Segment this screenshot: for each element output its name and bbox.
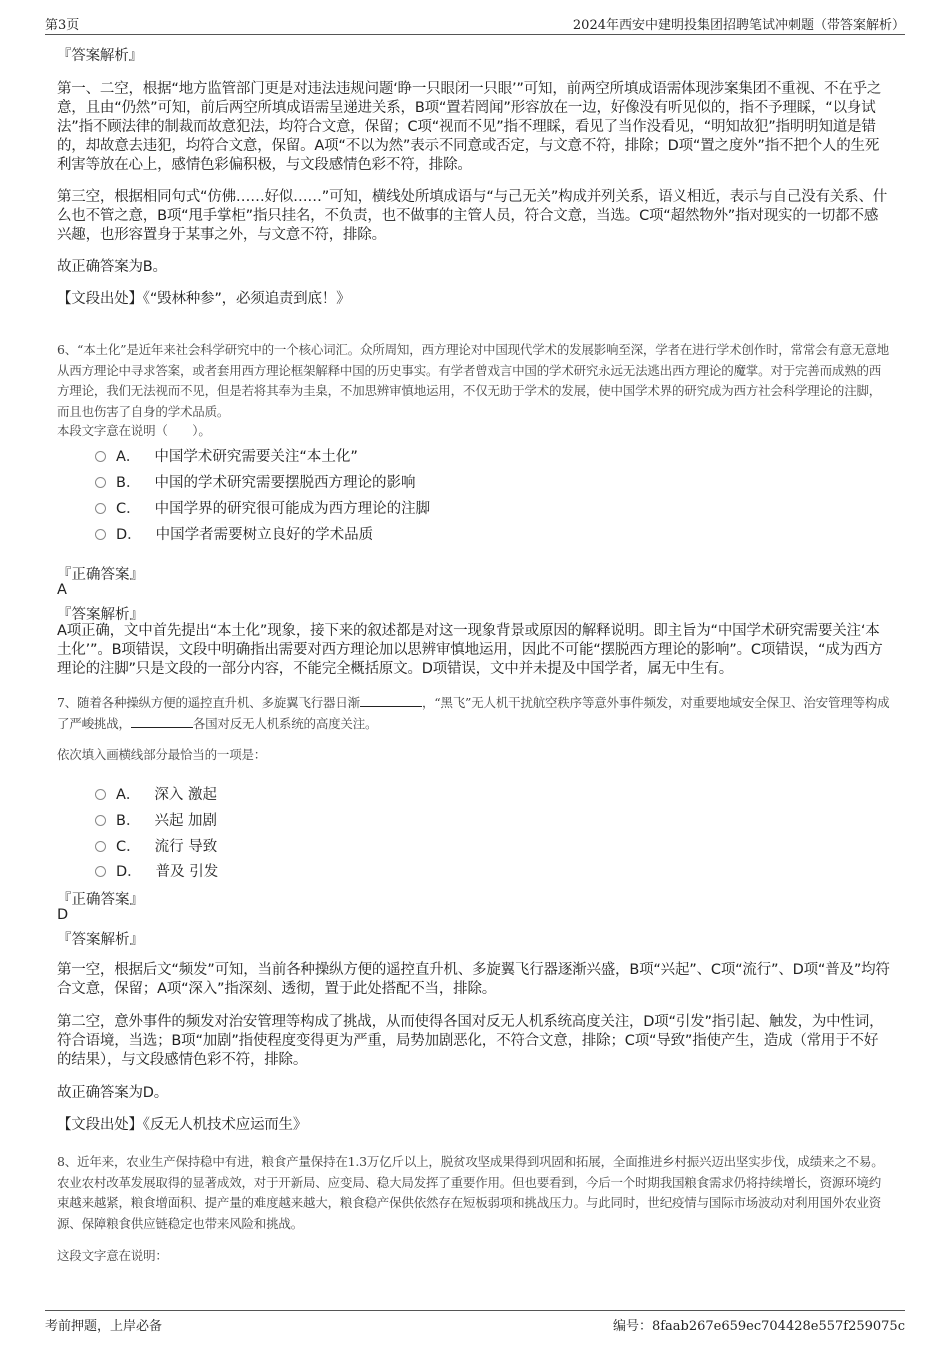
q6-answer-label: 『正确答案』 [57,567,144,583]
q6-analysis-label: 『答案解析』 [57,607,144,623]
radio-icon[interactable] [95,815,106,826]
q6-option-c[interactable]: C． 中国学界的研究很可能成为西方理论的注脚 [95,497,430,518]
q7-option-c[interactable]: C． 流行 导致 [95,835,217,856]
q6-passage: 6、“本土化”是近年来社会科学研究中的一个核心词汇。众所周知，西方理论对中国现代学术的发展影响至深，学者在进行学术创作时，常常会有意无意地从西方理论中寻求答案，或者套用西方理论框架解释中国的历史事实。有学者曾戏言中国的学术研究永远无法逃出西方理论的魔掌。对于完善而成熟的西方理论，我们无法视而不见，但是若将其奉为圭臬，不加思辨审慎地运用，不仅无助于学术的发展，使中国学术界的研究成为西方社会科学理论的注脚，而且也伤害了自身的学术品质。 [57,342,889,419]
radio-icon[interactable] [95,789,106,800]
radio-icon[interactable] [95,503,106,514]
q6-analysis: A项正确，文中首先提出“本土化”现象，接下来的叙述都是对这一现象背景或原因的解释说明。即主旨为“中国学术研究需要关注‘本土化’”。B项错误，文段中明确指出需要对西方理论加以思辨审慎地运用，因此不可能“摆脱西方理论的影响”。C项错误，“成为西方理论的注脚”只是文段的一部分内容，不能完全概括原文。D项错误，文中并未提及中国学者，属无中生有。 [57,623,883,677]
q8-stem: 这段文字意在说明： [57,1248,168,1263]
q7-conclusion: 故正确答案为D。 [57,1085,169,1101]
q7-analysis-paragraph-1: 第一空，根据后文“频发”可知，当前各种操纵方便的遥控直升机、多旋翼飞行器逐渐兴盛，B项“兴起”、C项“流行”、D项“普及”均符合文意，保留；A项“深入”指深刻、透彻，置于此处搭配不当，排除。 [57,962,890,997]
q5-source: 【文段出处】《“毁林种参”，必须追责到底！》 [57,291,351,307]
q8-passage: 8、近年来，农业生产保持稳中有进，粮食产量保持在1.3万亿斤以上，脱贫攻坚成果得到巩固和拓展，全面推进乡村振兴迈出坚实步伐，成绩来之不易。农业农村改革发展取得的显著成效，对于开新局、应变局、稳大局发挥了重要作用。但也要看到，今后一个时期我国粮食需求仍将持续增长，资源环境约束越来越紧，粮食增面积、提产量的难度越来越大，粮食稳产保供依然存在短板弱项和挑战压力。与此同时，世纪疫情与国际市场波动对利用国外农业资源、保障粮食供应链稳定也带来风险和挑战。 [57,1154,884,1231]
q5-analysis-label: 『答案解析』 [57,48,143,64]
footer-slogan: 考前押题，上岸必备 [45,1319,163,1334]
radio-icon[interactable] [95,477,106,488]
q6-option-d[interactable]: D． 中国学者需要树立良好的学术品质 [95,523,373,544]
q7-source: 【文段出处】《反无人机技术应运而生》 [57,1117,308,1133]
q7-passage: 7、随着各种操纵方便的遥控直升机、多旋翼飞行器日渐 ，“黑飞”无人机干扰航空秩序等意外事件频发，对重要地域安全保卫、治安管理等构成了严峻挑战， 各国对反无人机系统的高度关注。 [57,695,890,731]
q7-option-b[interactable]: B． 兴起 加剧 [95,809,217,830]
q7-analysis-label: 『答案解析』 [57,932,144,948]
q7-option-a[interactable]: A． 深入 激起 [95,783,217,804]
q6-option-b[interactable]: B． 中国的学术研究需要摆脱西方理论的影响 [95,471,415,492]
q7-stem: 依次填入画横线部分最恰当的一项是： [57,747,267,762]
radio-icon[interactable] [95,866,106,877]
document-title: 2024年西安中建明投集团招聘笔试冲刺题（带答案解析） [572,18,905,33]
page-number: 第3页 [45,18,80,33]
q7-answer-label: 『正确答案』 [57,892,144,908]
page-header [45,12,905,35]
radio-icon[interactable] [95,451,106,462]
q7-option-d[interactable]: D． 普及 引发 [95,860,218,881]
page-footer [45,1310,905,1335]
blank-2 [131,715,193,728]
q6-option-a[interactable]: A． 中国学术研究需要关注“本土化” [95,445,358,466]
q5-analysis-paragraph-1: 第一、二空，根据“地方监管部门更是对违法违规问题‘睁一只眼闭一只眼’”可知，前两空所填成语需体现涉案集团不重视、不在乎之意，且由“仍然”可知，前后两空所填成语需呈递进关系，B项“置若罔闻”形容放在一边，好像没有听见似的，指不予理睬，“以身试法”指不顾法律的制裁而故意犯法，均符合文意，保留；C项“视而不见”指不理睬，看见了当作没看见，“明知故犯”指明明知道是错的，却故意去违犯，均符合文意，保留。A项“不以为然”表示不同意或否定，与文意不符，排除；D项“置之度外”指不把个人的生死利害等放在心上，感情色彩偏积极，与文段感情色彩不符，排除。 [57,81,882,173]
q7-answer: D [57,907,69,923]
radio-icon[interactable] [95,841,106,852]
radio-icon[interactable] [95,529,106,540]
q5-analysis-paragraph-2: 第三空，根据相同句式“仿佛……好似……”可知，横线处所填成语与“与己无关”构成并列关系，语义相近，表示与自己没有关系、什么也不管之意，B项“甩手掌柜”指只挂名，不负责，也不做事的主管人员，符合文意，当选。C项“超然物外”指对现实的一切都不感兴趣，也形容置身于某事之外，与文意不符，排除。 [57,189,888,243]
blank-1 [360,694,422,707]
q6-answer: A [57,582,67,598]
q7-analysis-paragraph-2: 第二空，意外事件的频发对治安管理等构成了挑战，从而使得各国对反无人机系统高度关注，D项“引发”指引起、触发，为中性词，符合语境，当选；B项“加剧”指使程度变得更为严重，局势加剧恶化，不符合文意，排除；C项“导致”指使产生，造成（常用于不好的结果），与文段感情色彩不符，排除。 [57,1014,884,1068]
q6-stem: 本段文字意在说明（ ）。 [57,423,211,438]
q5-conclusion: 故正确答案为B。 [57,259,167,275]
document-id: 编号：8faab267e659ec704428e557f259075c [612,1319,905,1334]
